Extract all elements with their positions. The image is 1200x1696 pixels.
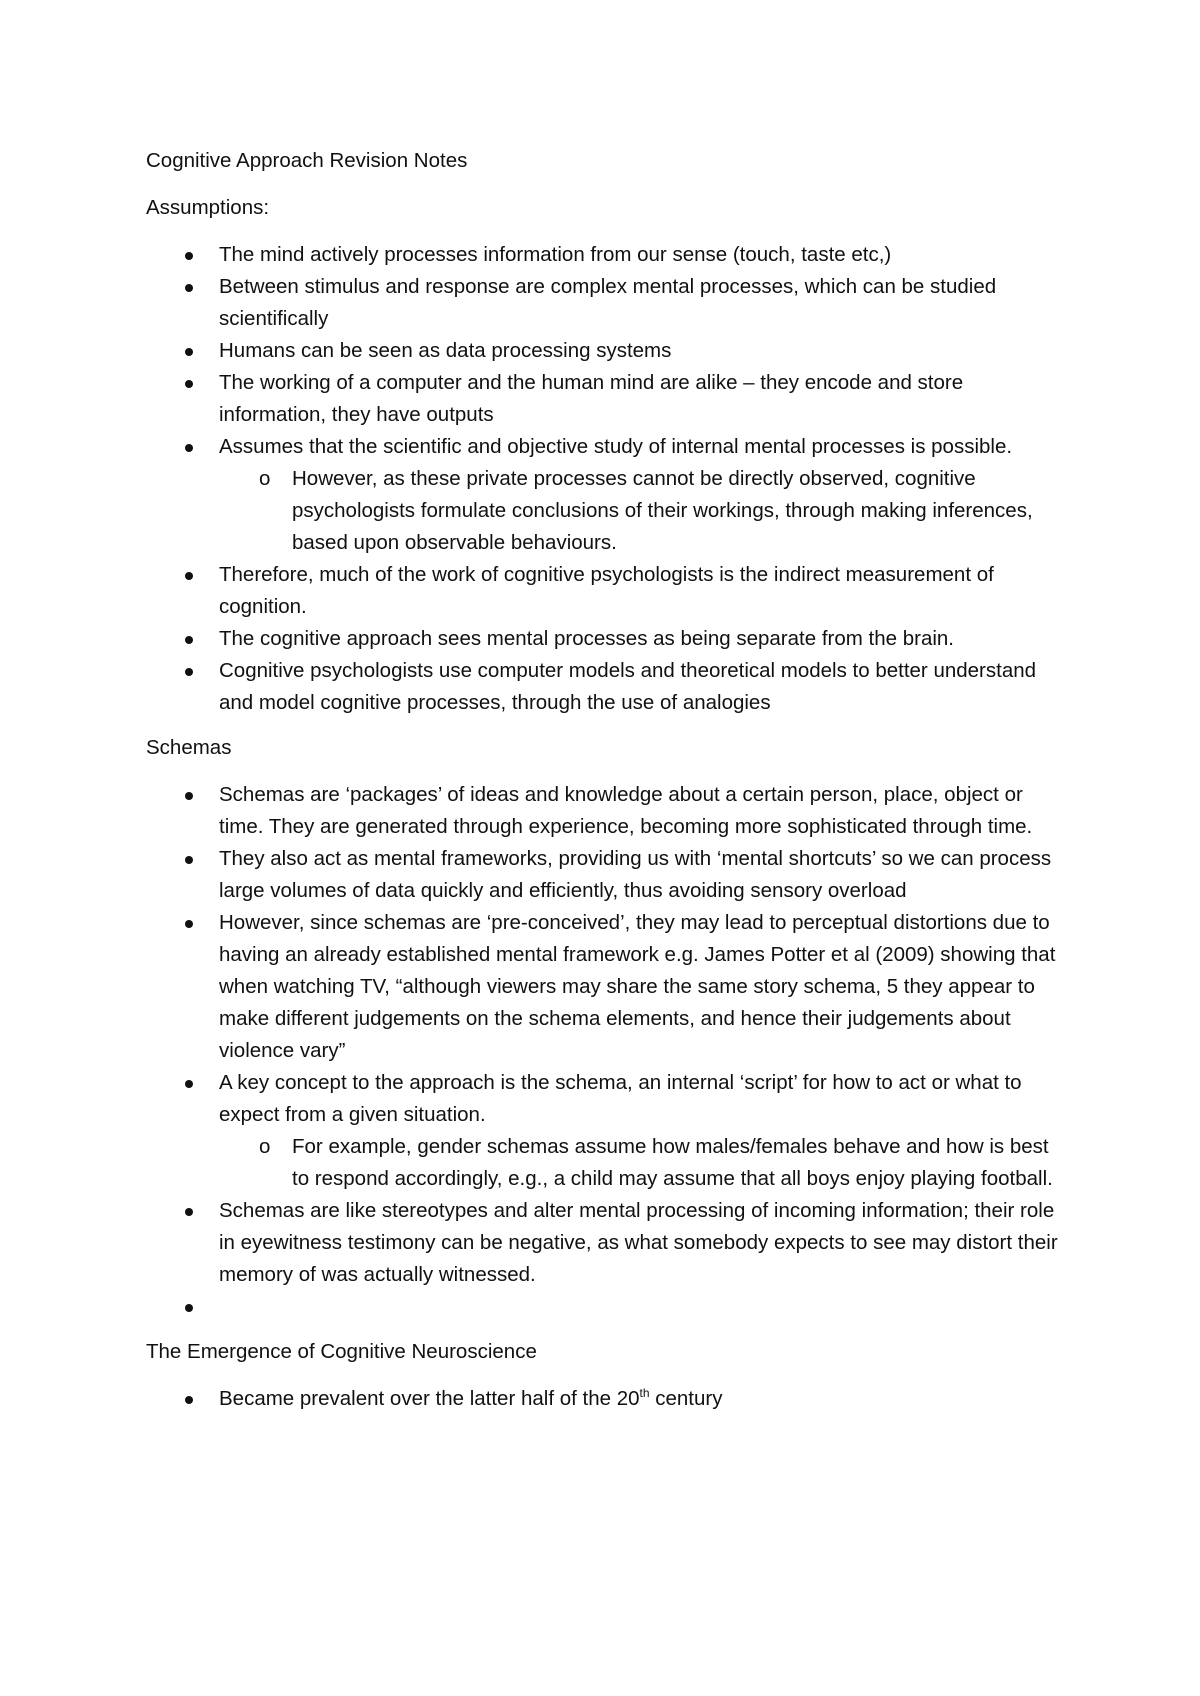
superscript-text: th bbox=[639, 1386, 650, 1401]
bullet-icon bbox=[185, 1396, 193, 1404]
list-item bbox=[146, 1195, 1066, 1291]
sub-list-item-text: For example, gender schemas assume how males/females behave and how is best to respond accordingly, e.g., a child may assume that all boys enjoy playing football. bbox=[292, 1135, 1053, 1190]
sub-list-item bbox=[146, 1131, 1066, 1195]
bullet-icon bbox=[185, 792, 193, 800]
bullet-icon bbox=[185, 1304, 193, 1312]
sub-list bbox=[219, 463, 1066, 559]
list-item bbox=[146, 1067, 1066, 1195]
list-item-text: The working of a computer and the human mind are alike – they encode and store information, they have outputs bbox=[219, 371, 964, 426]
bullet-icon bbox=[185, 252, 193, 260]
list-item bbox=[146, 1383, 1066, 1415]
list-item-text: Cognitive psychologists use computer models and theoretical models to better understand and model cognitive processes, through the use of analogies bbox=[219, 659, 1037, 714]
list-item-text-end: century bbox=[649, 1387, 723, 1410]
sub-list bbox=[219, 1131, 1066, 1195]
list-item bbox=[146, 271, 1066, 335]
schemas-list bbox=[146, 779, 1066, 1323]
list-item bbox=[146, 559, 1066, 623]
neuroscience-heading: The Emergence of Cognitive Neuroscience bbox=[146, 1340, 537, 1363]
sub-list-item-text: However, as these private processes cannot be directly observed, cognitive psychologists formulate conclusions of their workings, through making inferences, based upon observable behaviours. bbox=[292, 467, 1033, 554]
bullet-icon bbox=[185, 284, 193, 292]
list-item-text: Between stimulus and response are complex mental processes, which can be studied scientifically bbox=[219, 275, 997, 330]
bullet-icon bbox=[185, 572, 193, 580]
list-item bbox=[146, 843, 1066, 907]
list-item-text: Became prevalent over the latter half of the 20 bbox=[219, 1387, 640, 1410]
document-title: Cognitive Approach Revision Notes bbox=[146, 149, 468, 172]
neuroscience-list bbox=[146, 1383, 1066, 1415]
bullet-icon bbox=[185, 1080, 193, 1088]
bullet-icon bbox=[185, 668, 193, 676]
list-item bbox=[146, 655, 1066, 719]
bullet-icon bbox=[185, 856, 193, 864]
list-item bbox=[146, 431, 1066, 559]
list-item-text: Humans can be seen as data processing systems bbox=[219, 339, 672, 362]
schemas-heading: Schemas bbox=[146, 736, 232, 759]
assumptions-heading: Assumptions: bbox=[146, 196, 270, 219]
circle-bullet-icon: o bbox=[259, 1135, 271, 1158]
bullet-icon bbox=[185, 636, 193, 644]
list-item-text: The mind actively processes information from our sense (touch, taste etc,) bbox=[219, 243, 892, 266]
bullet-icon bbox=[185, 380, 193, 388]
bullet-icon bbox=[185, 1208, 193, 1216]
document-page bbox=[146, 145, 1066, 1415]
list-item-text: Assumes that the scientific and objective study of internal mental processes is possible. bbox=[219, 435, 1013, 458]
list-item-text: However, since schemas are ‘pre-conceived’, they may lead to perceptual distortions due to having an already established mental framework e.g. James Potter et al (2009) showing that when watching TV, “although viewers may share the same story schema, 5 they appear to make different judgements on the schema elements, and hence their judgements about violence vary” bbox=[219, 911, 1056, 1062]
list-item-text: Schemas are like stereotypes and alter mental processing of incoming information; their role in eyewitness testimony can be negative, as what somebody expects to see may distort their memory of was actually witnessed. bbox=[219, 1199, 1058, 1286]
list-item-text: The cognitive approach sees mental processes as being separate from the brain. bbox=[219, 627, 954, 650]
bullet-icon bbox=[185, 444, 193, 452]
list-item bbox=[146, 335, 1066, 367]
list-item-text: Therefore, much of the work of cognitive psychologists is the indirect measurement of cognition. bbox=[219, 563, 994, 618]
list-item bbox=[146, 623, 1066, 655]
list-item bbox=[146, 779, 1066, 843]
assumptions-list bbox=[146, 239, 1066, 719]
list-item-empty bbox=[146, 1291, 1066, 1323]
list-item-text: A key concept to the approach is the schema, an internal ‘script’ for how to act or what to expect from a given situation. bbox=[219, 1071, 1022, 1126]
bullet-icon bbox=[185, 348, 193, 356]
list-item bbox=[146, 907, 1066, 1067]
list-item bbox=[146, 367, 1066, 431]
bullet-icon bbox=[185, 920, 193, 928]
list-item bbox=[146, 239, 1066, 271]
circle-bullet-icon: o bbox=[259, 467, 271, 490]
list-item-text: They also act as mental frameworks, providing us with ‘mental shortcuts’ so we can process large volumes of data quickly and efficiently, thus avoiding sensory overload bbox=[219, 847, 1052, 902]
sub-list-item bbox=[146, 463, 1066, 559]
list-item-text: Schemas are ‘packages’ of ideas and knowledge about a certain person, place, object or time. They are generated through experience, becoming more sophisticated through time. bbox=[219, 783, 1033, 838]
